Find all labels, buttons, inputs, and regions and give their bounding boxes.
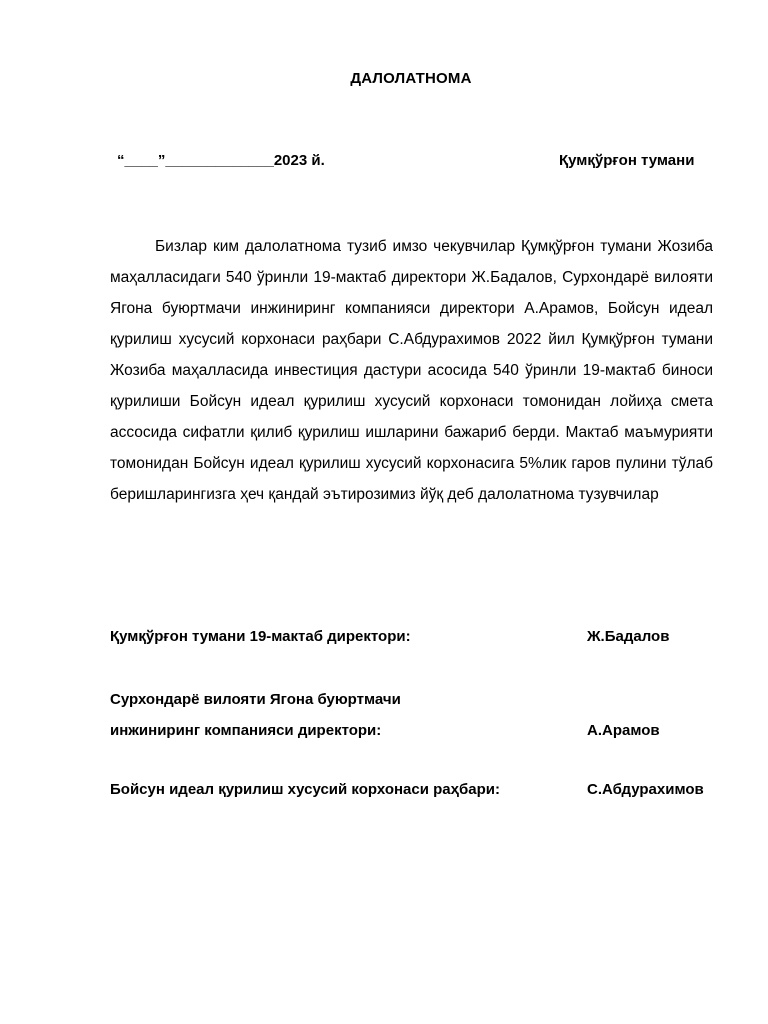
signature-role <box>110 684 570 746</box>
document-body: Бизлар ким далолатнома тузиб имзо чекувчилар Қумқўрғон тумани Жозиба маҳалласидаги 540 ўринли 19-мактаб директори Ж.Бадалов, Сурхондарё вилояти Ягона буюртмачи инжиниринг компанияси директори А.Арамов, Бойсун идеал қурилиш хусусий корхонаси раҳбари С.Абдурахимов 2022 йил Қумқўрғон тумани Жозиба маҳалласида инвестиция дастури асосида 540 ўринли 19-мактаб биноси қурилиши Бойсун идеал қурилиш хусусий корхонаси томонидан лойиҳа смета ассосида сифатли қилиб қурилиш ишларини бажариб берди. Мактаб маъмурияти томонидан Бойсун идеал қурилиш хусусий корхонасига 5%лик гаров пулини тўлаб беришларингизга ҳеч қандай эътирозимиз йўқ деб далолатнома тузувчилар <box>110 238 713 503</box>
signature-role-line1: Сурхондарё вилояти Ягона буюртмачи <box>110 691 401 708</box>
signature-role-line2: инжиниринг компанияси директори: <box>110 722 382 739</box>
signature-name: Ж.Бадалов <box>587 628 670 645</box>
signature-role: Бойсун идеал қурилиш хусусий корхонаси раҳбари: <box>110 781 500 798</box>
signature-name: С.Абдурахимов <box>587 781 704 798</box>
date-line: “____”_____________2023 й. <box>117 152 325 169</box>
district-name: Қумқўрғон тумани <box>559 152 695 169</box>
signature-role: Қумқўрғон тумани 19-мактаб директори: <box>110 628 411 645</box>
document-title: ДАЛОЛАТНОМА <box>350 70 472 87</box>
signature-name: А.Арамов <box>587 722 660 739</box>
